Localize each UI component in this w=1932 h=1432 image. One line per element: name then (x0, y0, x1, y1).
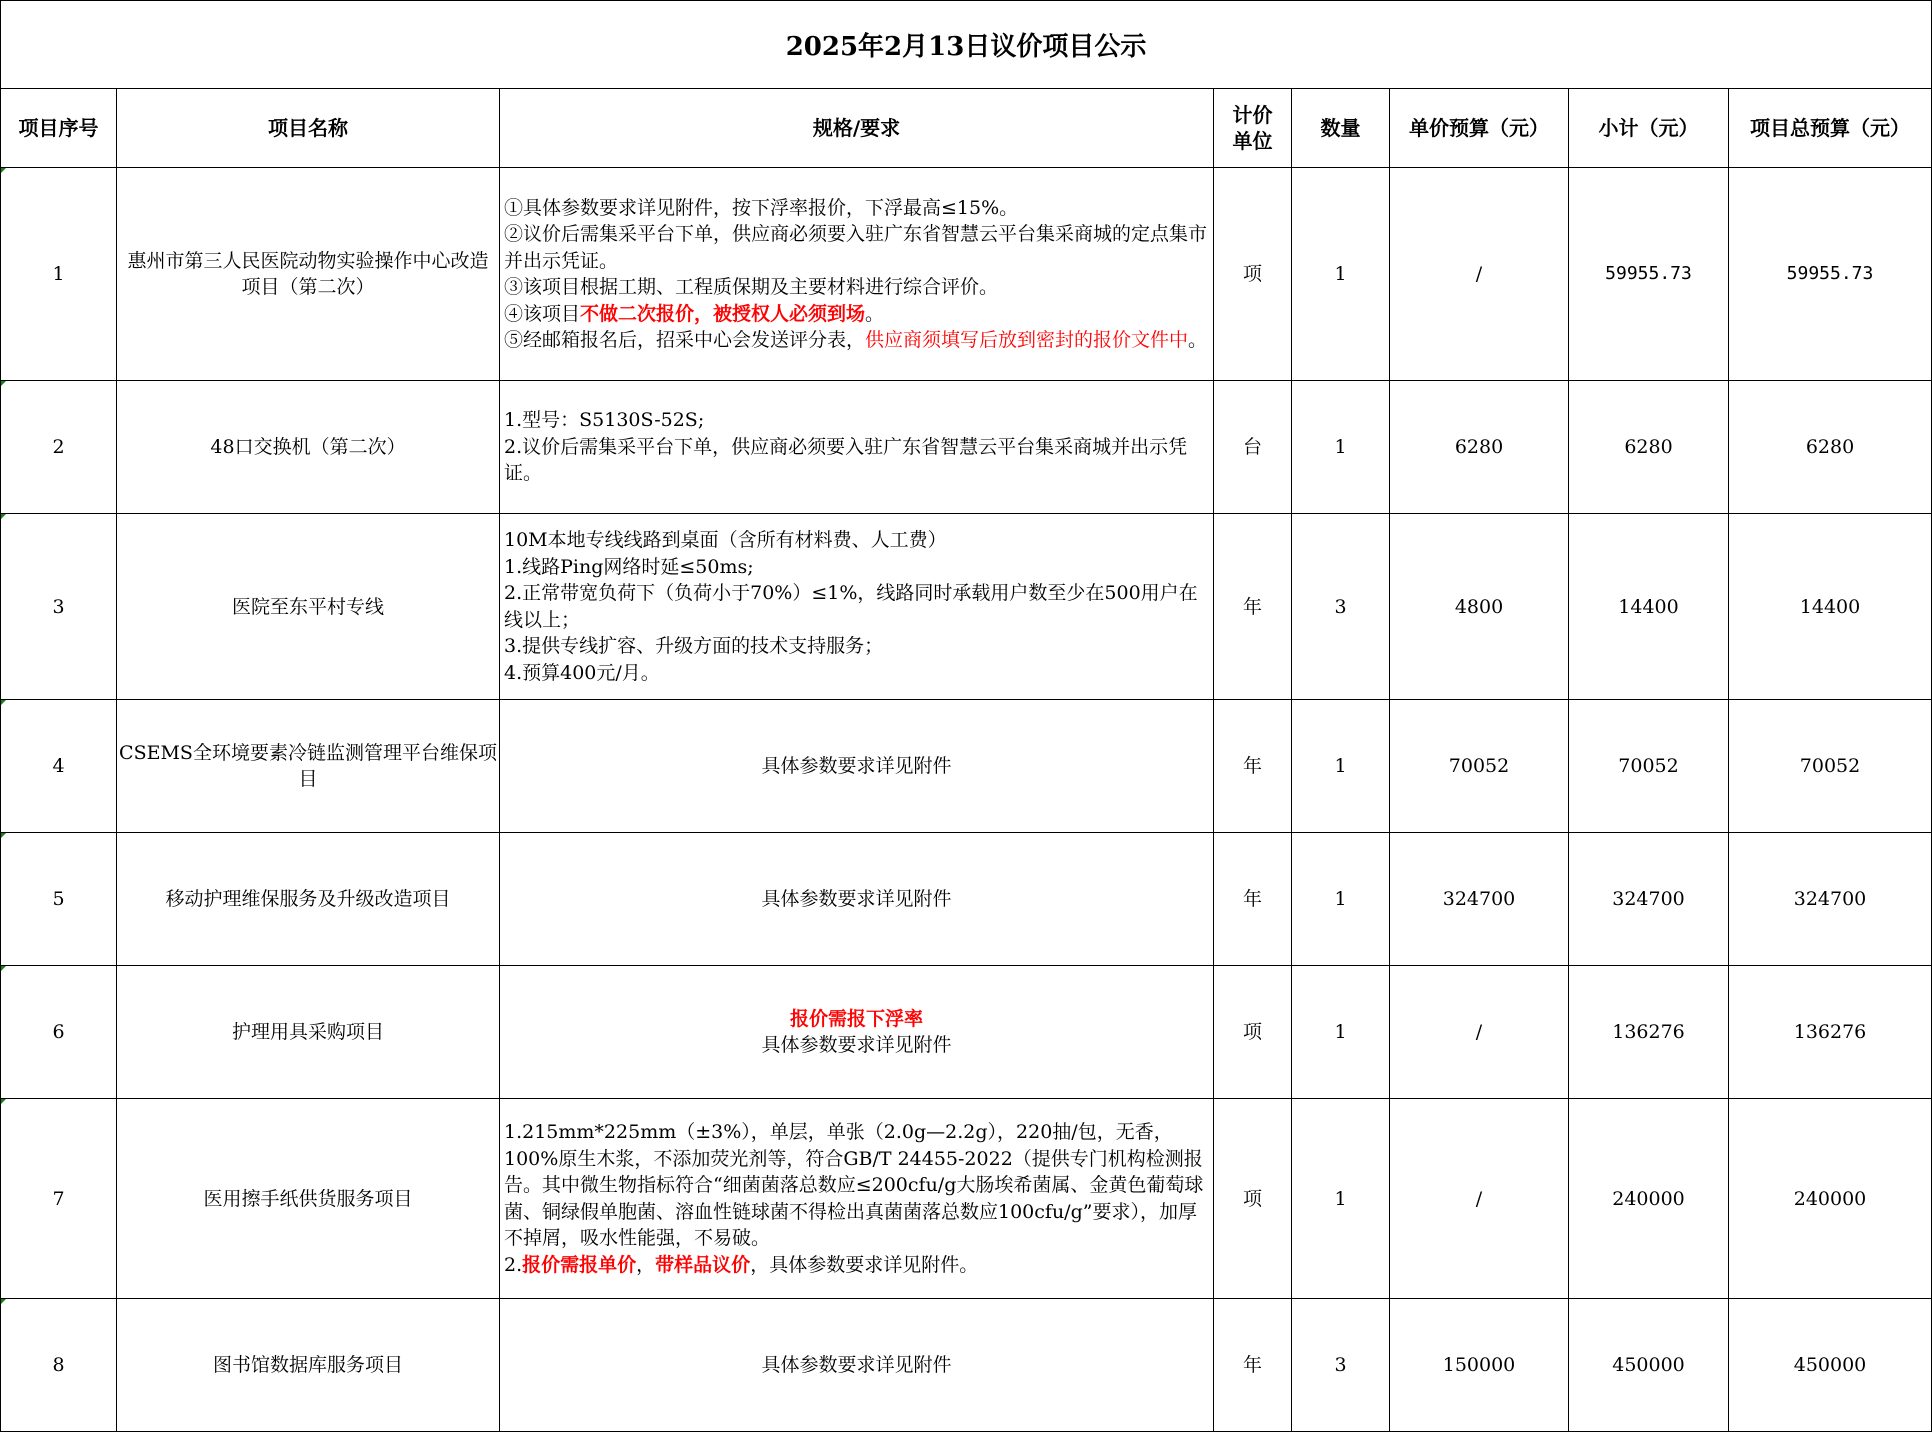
spec-line: 2.议价后需集采平台下单，供应商必须要入驻广东省智慧云平台集采商城并出示凭证。 (504, 435, 1188, 485)
spec-line: ②议价后需集采平台下单，供应商必须要入驻广东省智慧云平台集采商城的定点集市并出示凭证。 (504, 223, 1208, 272)
row-qty: 1 (1292, 966, 1390, 1099)
header-price: 单价预算（元） (1390, 89, 1569, 168)
header-total: 项目总预算（元） (1729, 89, 1932, 168)
row-no: 6 (1, 966, 117, 1099)
spec-line: 4.预算400元/月。 (504, 661, 660, 684)
spec-line: 3.提供专线扩容、升级方面的技术支持服务； (504, 635, 884, 657)
row-unit: 年 (1214, 514, 1292, 700)
header-qty: 数量 (1292, 89, 1390, 168)
row-no: 8 (1, 1299, 117, 1432)
spec-line: 1.215mm*225mm（±3%），单层，单张（2.0g—2.2g），220抽/包，无香，100%原生木浆，不添加荧光剂等，符合GB/T 24455-2022（提供专门机构检测报告。其中微生物指标符合“细菌菌落总数应≤200cfu/g大肠埃希菌属、金黄色葡萄球菌、铜绿假单胞菌、溶血性链球菌不得检出真菌菌落总数应100cfu/g”要求），加厚不掉屑，吸水性能强，不易破。 (504, 1121, 1204, 1249)
row-unit: 台 (1214, 381, 1292, 514)
row-total: 136276 (1729, 966, 1932, 1099)
row-unit: 年 (1214, 700, 1292, 833)
row-name: 图书馆数据库服务项目 (117, 1299, 500, 1432)
row-price: 150000 (1390, 1299, 1569, 1432)
spec-line: 2.报价需报单价，带样品议价，具体参数要求详见附件。 (504, 1253, 979, 1276)
table-row (1, 833, 1932, 966)
row-total: 240000 (1729, 1099, 1932, 1299)
row-qty: 1 (1292, 1099, 1390, 1299)
highlight-text: 报价需报单价 (522, 1253, 637, 1276)
row-total: 59955.73 (1729, 168, 1932, 381)
row-unit: 项 (1214, 168, 1292, 381)
row-spec (500, 381, 1214, 514)
row-qty: 1 (1292, 381, 1390, 514)
row-price: 6280 (1390, 381, 1569, 514)
row-subtotal: 450000 (1569, 1299, 1729, 1432)
table-row (1, 966, 1932, 1099)
row-unit: 年 (1214, 833, 1292, 966)
row-subtotal: 14400 (1569, 514, 1729, 700)
row-total: 324700 (1729, 833, 1932, 966)
title-row (1, 1, 1932, 89)
row-name: 医用擦手纸供货服务项目 (117, 1099, 500, 1299)
row-no: 4 (1, 700, 117, 833)
page-title: 2025年2月13日议价项目公示 (1, 1, 1932, 89)
row-subtotal: 6280 (1569, 381, 1729, 514)
table-row (1, 700, 1932, 833)
row-qty: 1 (1292, 833, 1390, 966)
spec-line: 1.型号：S5130S-52S; (504, 409, 705, 432)
header-row (1, 89, 1932, 168)
header-subtotal: 小计（元） (1569, 89, 1729, 168)
highlight-text: 供应商须填写后放到密封的报价文件中 (865, 329, 1189, 351)
row-name: CSEMS全环境要素冷链监测管理平台维保项目 (117, 700, 500, 833)
row-spec (500, 966, 1214, 1099)
spec-line: ③该项目根据工期、工程质保期及主要材料进行综合评价。 (504, 276, 999, 298)
row-subtotal: 70052 (1569, 700, 1729, 833)
row-qty: 3 (1292, 1299, 1390, 1432)
row-name: 医院至东平村专线 (117, 514, 500, 700)
spec-line: ④该项目不做二次报价，被授权人必须到场。 (504, 302, 885, 325)
table-row (1, 1299, 1932, 1432)
spec-line: 2.正常带宽负荷下（负荷小于70%）≤1%，线路同时承载用户数至少在500用户在线以上； (504, 582, 1198, 631)
row-spec: 具体参数要求详见附件 (500, 1299, 1214, 1432)
row-price: 324700 (1390, 833, 1569, 966)
row-price: / (1390, 1099, 1569, 1299)
row-no: 7 (1, 1099, 117, 1299)
row-price: 70052 (1390, 700, 1569, 833)
table-row (1, 1099, 1932, 1299)
row-no: 5 (1, 833, 117, 966)
table-row (1, 168, 1932, 381)
row-name: 惠州市第三人民医院动物实验操作中心改造项目（第二次） (117, 168, 500, 381)
row-price: / (1390, 168, 1569, 381)
row-total: 14400 (1729, 514, 1932, 700)
header-unit: 计价单位 (1214, 89, 1292, 168)
highlight-text: 带样品议价 (655, 1253, 751, 1276)
row-spec (500, 514, 1214, 700)
row-no: 1 (1, 168, 117, 381)
row-no: 3 (1, 514, 117, 700)
row-total: 450000 (1729, 1299, 1932, 1432)
table-row (1, 381, 1932, 514)
row-price: 4800 (1390, 514, 1569, 700)
row-spec: 具体参数要求详见附件 (500, 700, 1214, 833)
spec-line: 具体参数要求详见附件 (761, 1034, 952, 1056)
row-spec: 具体参数要求详见附件 (500, 833, 1214, 966)
row-price: / (1390, 966, 1569, 1099)
row-total: 70052 (1729, 700, 1932, 833)
row-total: 6280 (1729, 381, 1932, 514)
spec-line: ⑤经邮箱报名后，招采中心会发送评分表，供应商须填写后放到密封的报价文件中。 (504, 329, 1208, 351)
row-spec (500, 168, 1214, 381)
spec-line: ①具体参数要求详见附件，按下浮率报价，下浮最高≤15%。 (504, 196, 1019, 219)
highlight-text: 报价需报下浮率 (789, 1008, 923, 1030)
row-subtotal: 240000 (1569, 1099, 1729, 1299)
row-subtotal: 59955.73 (1569, 168, 1729, 381)
row-subtotal: 324700 (1569, 833, 1729, 966)
row-qty: 1 (1292, 168, 1390, 381)
row-unit: 项 (1214, 966, 1292, 1099)
row-name: 48口交换机（第二次） (117, 381, 500, 514)
row-subtotal: 136276 (1569, 966, 1729, 1099)
header-name: 项目名称 (117, 89, 500, 168)
row-qty: 1 (1292, 700, 1390, 833)
row-spec (500, 1099, 1214, 1299)
row-qty: 3 (1292, 514, 1390, 700)
row-no: 2 (1, 381, 117, 514)
row-name: 移动护理维保服务及升级改造项目 (117, 833, 500, 966)
highlight-text: 不做二次报价，被授权人必须到场 (580, 302, 866, 325)
header-spec: 规格/要求 (500, 89, 1214, 168)
spec-line: 1.线路Ping网络时延≤50ms; (504, 555, 754, 578)
row-unit: 项 (1214, 1099, 1292, 1299)
header-no: 项目序号 (1, 89, 117, 168)
spec-line: 10M本地专线线路到桌面（含所有材料费、人工费） (504, 529, 947, 551)
row-name: 护理用具采购项目 (117, 966, 500, 1099)
row-unit: 年 (1214, 1299, 1292, 1432)
table-row (1, 514, 1932, 700)
